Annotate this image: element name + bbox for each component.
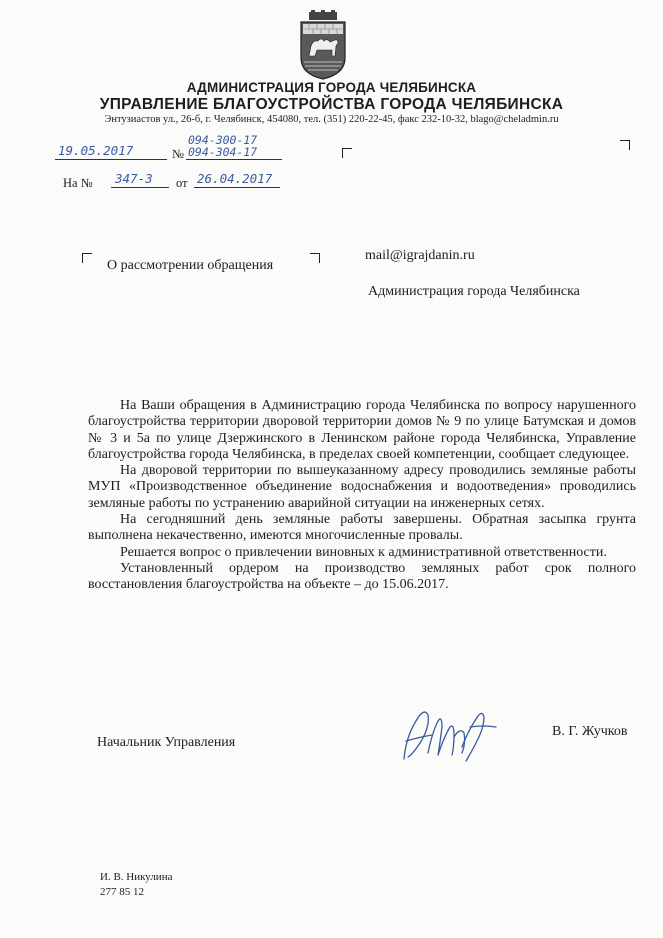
reply-date-label: от [176,176,188,190]
org-parent-title: АДМИНИСТРАЦИЯ ГОРОДА ЧЕЛЯБИНСКА [186,80,477,95]
subject-bracket-right [310,253,320,263]
body-paragraph: Установленный ордером на производство земляных работ срок полного восстановления благоустройства на объекте – до 15.06.2017. [88,560,636,593]
body-paragraph: На дворовой территории по вышеуказанному адресу проводились земляные работы МУП «Производственное объединение водоснабжения и водоотведения» проводились земляные работы по устранению аварийной ситуации на инженерных сетях. [88,463,636,511]
reply-number: 347-3 [115,171,153,186]
registration-number-1: 094-300-17 [188,133,258,147]
org-address: Энтузиастов ул., 26-б, г. Челябинск, 454080, тел. (351) 220-22-45, факс 232-10-32, blago@cheladmin.ru [104,114,559,125]
letter-body [88,398,636,594]
addressee-email: mail@igrajdanin.ru [365,248,475,263]
address-bracket-right [620,140,630,150]
reply-number-label: На № [63,176,93,190]
addressee-org: Администрация города Челябинска [368,284,580,299]
signer-name: В. Г. Жучков [552,724,628,739]
body-paragraph: Решается вопрос о привлечении виновных к административной ответственности. [120,544,607,560]
coat-of-arms-icon [295,10,351,80]
signer-role: Начальник Управления [97,735,236,750]
reply-date: 26.04.2017 [197,171,273,186]
registration-number-label: № [172,147,184,161]
letter-subject: О рассмотрении обращения [107,258,274,273]
executor-name: И. В. Никулина [100,871,173,883]
body-paragraph: На Ваши обращения в Администрацию города Челябинска по вопросу нарушенного благоустройства территории дворовой территории домов № 9 по улице Батумская и домов № 3 и 5а по улице Дзержинского в Ленинском районе города Челябинска, Управление благоустройства города Челябинска, в пределах своей компетенции, сообщает следующее. [88,398,636,462]
body-paragraph: На сегодняшний день земляные работы завершены. Обратная засыпка грунта выполнена некачественно, имеются многочисленные провалы. [88,512,636,544]
registration-date: 19.05.2017 [58,143,134,158]
registration-number-2: 094-304-17 [188,145,258,159]
address-bracket-left [342,148,352,158]
executor-phone: 277 85 12 [100,886,144,898]
org-title: УПРАВЛЕНИЕ БЛАГОУСТРОЙСТВА ГОРОДА ЧЕЛЯБИНСКА [99,96,564,113]
signature-icon [398,697,502,769]
subject-bracket-left [82,253,92,263]
